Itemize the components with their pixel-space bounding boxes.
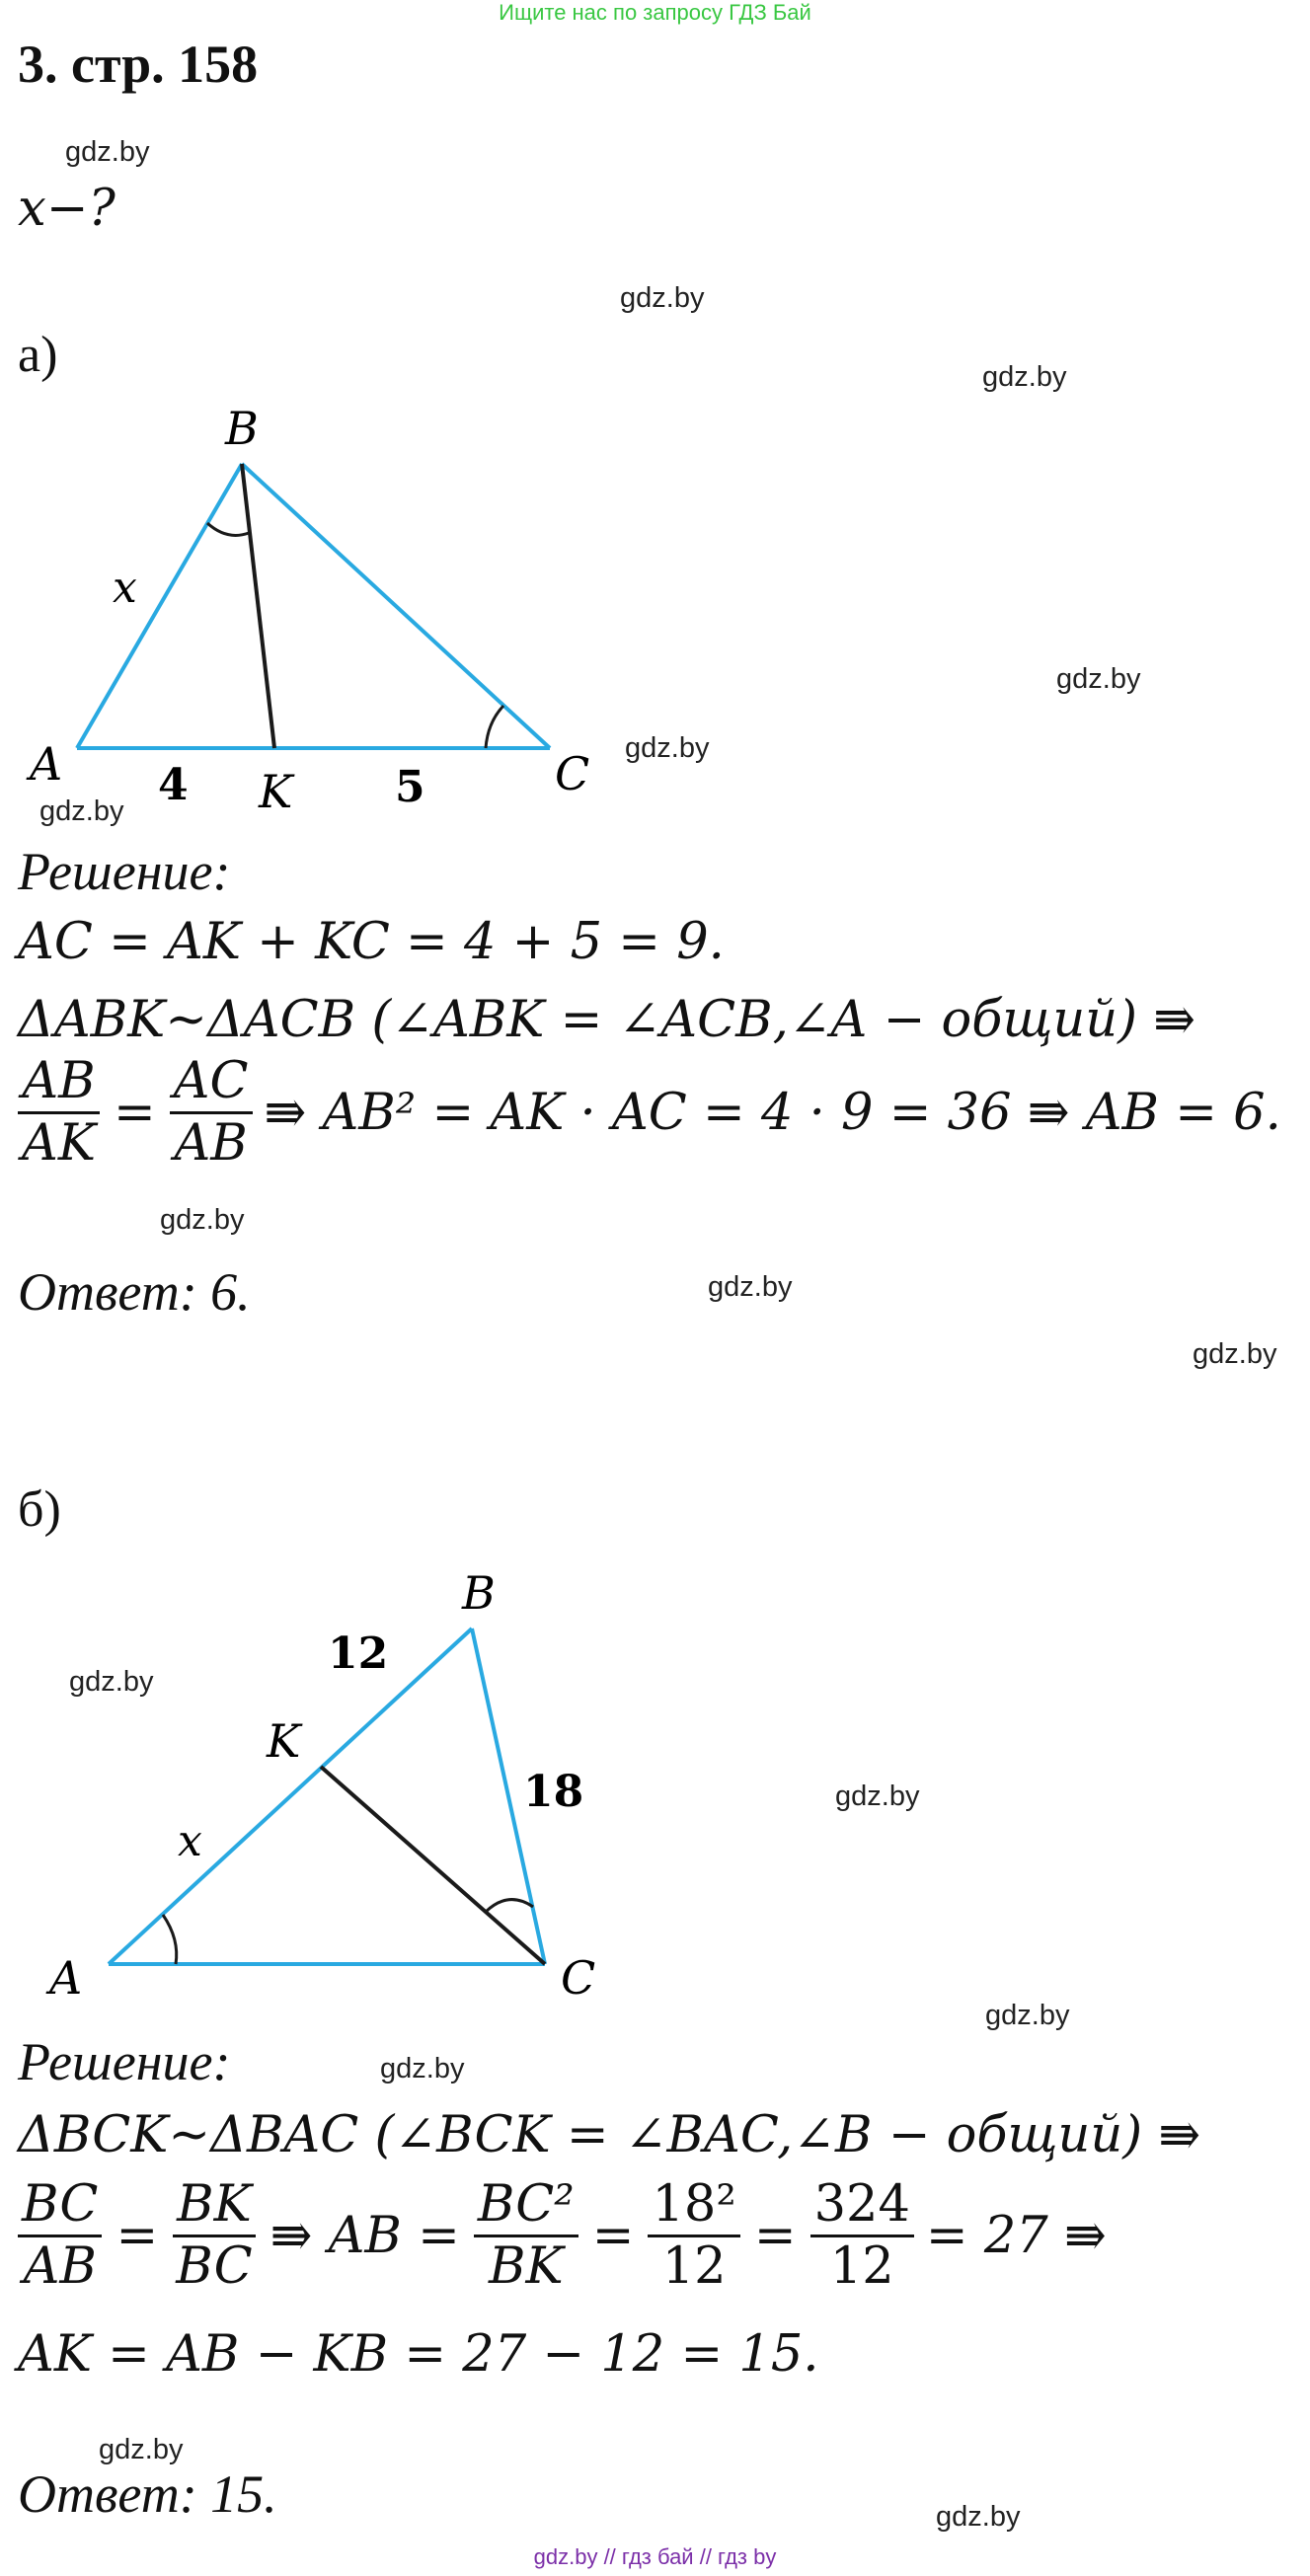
angle-a-arc [163,1915,177,1964]
solution-a-line3-tail: ⇛ AB² = AK · AC = 4 · 9 = 36 ⇛ AB = 6. [264,1084,1281,1143]
watermark: gdz.by [620,282,705,314]
footer-links[interactable]: gdz.by // гдз бай // гдз by [533,2544,777,2569]
watermark: gdz.by [625,732,710,764]
fraction-numerator: AC [170,1054,253,1114]
watermark: gdz.by [1193,1338,1277,1370]
solution-a-line2: ΔABK~ΔACB (∠ABK = ∠ACB,∠A − общий) ⇛ [18,991,1195,1049]
question: x−? [18,180,116,238]
solution-b-line2-tail: = 27 ⇛ [925,2207,1107,2266]
vertex-b: B [462,1566,496,1620]
vertex-c: C [555,747,590,800]
solution-title-b: Решение: [18,2032,231,2091]
fraction [170,1054,253,1172]
watermark: gdz.by [835,1780,920,1812]
equals-sign: = [591,2207,635,2266]
fraction [648,2177,739,2295]
fraction-numerator: 324 [810,2177,914,2237]
fraction-denominator: AK [22,1114,96,1174]
vertex-a: A [30,737,63,791]
equals-sign: = [116,2207,159,2266]
side-label-x: x [178,1816,202,1866]
watermark: gdz.by [1056,663,1141,695]
watermark: gdz.by [985,2000,1070,2031]
fraction-numerator: BK [173,2177,256,2237]
equals-sign: = [753,2207,797,2266]
vertex-k: K [259,765,293,818]
angle-c-arc [486,1900,533,1912]
vertex-k: K [267,1714,301,1768]
segment-kc-value: 5 [395,762,425,812]
fraction [18,1054,100,1172]
implies-ab: ⇛ AB = [270,2207,460,2266]
fraction [18,2177,102,2295]
watermark: gdz.by [69,1666,154,1698]
fraction-denominator: AB [23,2237,97,2297]
watermark: gdz.by [65,136,150,168]
solution-b-line1: ΔBCK~ΔBAC (∠BCK = ∠BAC,∠B − общий) ⇛ [18,2106,1201,2164]
fraction [172,2177,256,2295]
watermark: gdz.by [160,1204,245,1236]
solution-a-line3 [12,1054,1281,1172]
fraction-numerator: 18² [648,2177,739,2237]
answer-a: Ответ: 6. [18,1262,251,1322]
angle-c-arc [486,706,503,748]
triangle-figure-a [0,395,691,829]
fraction [474,2177,578,2295]
segment-kc [321,1767,545,1964]
segment-bk [242,464,274,748]
task-title: 3. стр. 158 [18,35,259,94]
side-label-x: x [113,563,137,613]
segment-kb-value: 12 [328,1629,389,1679]
segment-bc-value: 18 [523,1767,584,1817]
fraction-denominator: AB [174,1114,248,1174]
fraction-numerator: BC² [474,2177,578,2237]
fraction-denominator: 12 [661,2237,727,2297]
solution-b-line3: AK = AB − KB = 27 − 12 = 15. [18,2325,819,2384]
side-ab [77,464,242,748]
side-bc [242,464,550,748]
fraction [810,2177,914,2295]
fraction-numerator: BC [18,2177,102,2237]
fraction-denominator: 12 [829,2237,894,2297]
side-ab [109,1629,472,1964]
vertex-b: B [225,402,259,455]
fraction-numerator: AB [18,1054,99,1114]
solution-b-line2 [12,2177,1107,2295]
watermark: gdz.by [380,2053,465,2084]
triangle-figure-b [0,1559,691,2013]
answer-b: Ответ: 15. [18,2464,277,2524]
solution-a-line1: AC = AK + KC = 4 + 5 = 9. [18,913,725,971]
watermark: gdz.by [708,1271,793,1303]
part-b-label: б) [18,1481,61,1538]
solution-title-a: Решение: [18,842,231,901]
watermark: gdz.by [39,796,124,827]
vertex-a: A [49,1951,83,2005]
part-a-label: а) [18,327,58,383]
vertex-c: C [561,1951,596,2005]
equals-sign: = [113,1084,156,1143]
fraction-denominator: BC [176,2237,253,2297]
watermark: gdz.by [99,2434,184,2465]
angle-b-arc [207,523,249,535]
watermark: gdz.by [936,2501,1021,2533]
top-banner[interactable]: Ищите нас по запросу ГДЗ Бай [499,0,811,25]
watermark: gdz.by [982,361,1067,393]
segment-ak-value: 4 [158,760,189,810]
fraction-denominator: BK [489,2237,564,2297]
